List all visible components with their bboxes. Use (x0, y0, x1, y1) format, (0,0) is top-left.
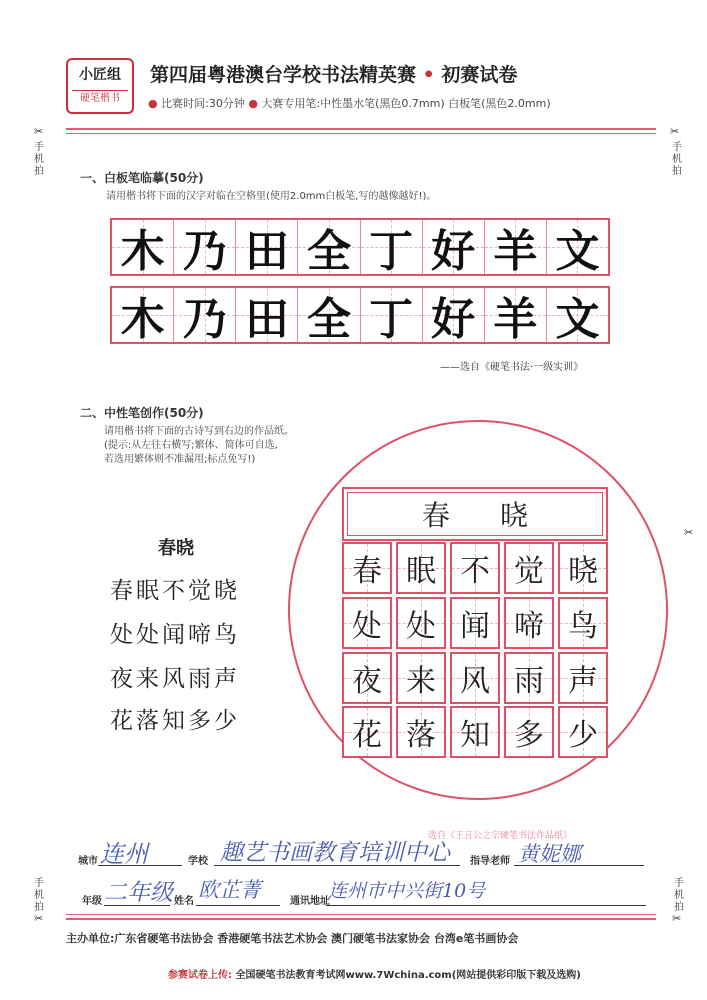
exam-info (148, 95, 551, 111)
upload-line (168, 966, 581, 981)
poem-line: 处处闻啼鸟 (110, 622, 240, 648)
grid-cell (174, 288, 236, 345)
work-grid-row (342, 597, 608, 649)
name-label: 姓名 (174, 896, 194, 907)
grid-cell (298, 220, 360, 277)
grid-cell (298, 288, 360, 345)
work-grid-row (342, 542, 608, 594)
school-value: 趣艺书画教育培训中心 (220, 840, 450, 866)
section2-heading: 二、中性笔创作(50分) (80, 406, 204, 420)
grid-cell (423, 220, 485, 277)
model-char: 文 (555, 226, 600, 277)
section2-instructions-2: (提示:从左往右横写;繁体、简体可自选, (104, 440, 278, 451)
bullet-icon: ● (148, 97, 158, 110)
work-cell (396, 597, 446, 649)
source-citation: ——选自《硬笔书法·一级实训》 (440, 362, 584, 373)
footer-rule (66, 918, 656, 920)
work-grid-row (342, 652, 608, 704)
work-title-box (342, 487, 608, 541)
work-char: 处 (406, 609, 436, 644)
grid-cell (547, 288, 608, 345)
grid-cell (236, 288, 298, 345)
badge-group-label: 小匠组 (79, 67, 121, 83)
grade-underline (104, 905, 170, 906)
work-char: 花 (352, 718, 382, 753)
work-cell (342, 706, 392, 758)
header-rule (66, 128, 656, 130)
address-label: 通讯地址 (290, 896, 330, 907)
work-char: 啼 (514, 609, 544, 644)
side-mark-right: 手机拍 (672, 142, 682, 177)
organizers: 主办单位:广东省硬笔书法协会 香港硬笔书法艺术协会 澳门硬笔书法家协会 台湾e笔书画协会 (66, 932, 519, 945)
grid-cell (361, 220, 423, 277)
work-cell (396, 542, 446, 594)
poem-line: 花落知多少 (110, 708, 240, 734)
model-char: 乃 (182, 226, 227, 277)
work-char: 眠 (406, 554, 436, 589)
work-char: 处 (352, 609, 382, 644)
city-underline (98, 865, 182, 866)
work-char: 夜 (352, 664, 382, 699)
city-label: 城市 (78, 856, 98, 867)
copy-grid-row-1 (110, 218, 610, 276)
work-char: 不 (460, 554, 490, 589)
model-char: 好 (431, 226, 476, 277)
bullet-icon: ● (248, 97, 258, 110)
poem-title: 春晓 (158, 538, 194, 559)
work-char: 闻 (460, 609, 490, 644)
section1-instructions: 请用楷书将下面的汉字对临在空格里(使用2.0mm白板笔,写的越像越好!)。 (106, 191, 437, 202)
scissor-icon: ✂ (34, 912, 44, 925)
section2-instructions-3: 若选用繁体则不准漏用;标点免写!) (104, 454, 256, 465)
exam-time: 比赛时间:30分钟 (161, 97, 245, 110)
school-underline (214, 865, 460, 866)
poem-line: 夜来风雨声 (110, 666, 240, 692)
teacher-underline (514, 865, 644, 866)
grid-cell (485, 288, 547, 345)
work-cell (558, 597, 608, 649)
teacher-label: 指导老师 (470, 856, 510, 867)
grid-cell (112, 288, 174, 345)
copy-grid-row-2 (110, 286, 610, 344)
exam-pen: 大赛专用笔:中性墨水笔(黑色0.7mm) 白板笔(黑色2.0mm) (261, 97, 551, 110)
written-char: 丁 (369, 294, 414, 345)
grade-label: 年级 (82, 896, 102, 907)
faint-note: 选自《王言公之宗硬笔书法作品纸》 (428, 831, 573, 841)
section1-heading: 一、白板笔临摹(50分) (80, 171, 204, 185)
model-char: 田 (244, 226, 289, 277)
work-char: 落 (406, 718, 436, 753)
scissor-icon: ✂ (670, 125, 680, 138)
grid-cell (361, 288, 423, 345)
work-char: 来 (406, 664, 436, 699)
written-char: 木 (120, 294, 165, 345)
written-char: 乃 (182, 294, 227, 345)
work-char: 知 (460, 718, 490, 753)
grid-cell (423, 288, 485, 345)
title-sub: 初赛试卷 (441, 64, 518, 86)
work-cell (396, 706, 446, 758)
written-char: 全 (306, 294, 351, 345)
work-char: 晓 (568, 554, 598, 589)
work-grid-row (342, 706, 608, 758)
scissor-icon: ✂ (672, 912, 682, 925)
work-cell (504, 652, 554, 704)
school-label: 学校 (188, 856, 208, 867)
upload-label: 参赛试卷上传: (168, 970, 232, 981)
work-char: 声 (568, 664, 598, 699)
grid-cell (547, 220, 608, 277)
work-cell (342, 597, 392, 649)
section2-instructions-1: 请用楷书将下面的古诗写到右边的作品纸。 (104, 426, 294, 437)
grade-value: 二年级 (104, 880, 173, 906)
work-cell (450, 542, 500, 594)
work-cell (342, 542, 392, 594)
poem-line: 春眠不觉晓 (110, 578, 240, 604)
work-char: 风 (460, 664, 490, 699)
written-char: 文 (555, 294, 600, 345)
name-value: 欧芷菁 (198, 878, 261, 902)
model-char: 丁 (369, 226, 414, 277)
work-cell (504, 542, 554, 594)
work-char: 雨 (514, 664, 544, 699)
written-char: 田 (244, 294, 289, 345)
written-char: 羊 (493, 294, 538, 345)
badge-style-label: 硬笔楷书 (72, 90, 128, 107)
written-char: 好 (431, 294, 476, 345)
grid-cell (485, 220, 547, 277)
scissor-icon: ✂ (34, 125, 44, 138)
work-char: 鸟 (568, 609, 598, 644)
name-underline (196, 905, 280, 906)
grid-cell (112, 220, 174, 277)
work-cell (342, 652, 392, 704)
side-mark-left: 手机拍 (34, 878, 44, 913)
work-char: 觉 (514, 554, 544, 589)
work-char: 多 (514, 718, 544, 753)
side-mark-left: 手机拍 (34, 142, 44, 177)
scissor-icon: ✂ (684, 526, 694, 539)
title-separator: • (422, 64, 435, 86)
work-cell (504, 706, 554, 758)
grid-cell (174, 220, 236, 277)
work-cell (450, 706, 500, 758)
grid-cell (236, 220, 298, 277)
footer-rule-thin (66, 914, 656, 915)
work-cell (558, 542, 608, 594)
work-cell (504, 597, 554, 649)
header-rule-thin (66, 133, 656, 134)
upload-text: 全国硬笔书法教育考试网www.7Wchina.com(网站提供彩印版下载及选购) (235, 970, 581, 981)
model-char: 全 (306, 226, 351, 277)
city-value: 连州 (100, 840, 148, 868)
work-title: 春晓 (347, 492, 603, 536)
side-mark-right: 手机拍 (674, 878, 684, 913)
address-value: 连州市中兴街10号 (328, 880, 486, 902)
work-cell (558, 652, 608, 704)
group-badge (66, 58, 134, 114)
work-cell (450, 597, 500, 649)
address-underline (326, 905, 646, 906)
work-cell (396, 652, 446, 704)
work-cell (558, 706, 608, 758)
work-char: 春 (352, 554, 382, 589)
teacher-value: 黄妮娜 (518, 842, 581, 866)
page-title (150, 60, 517, 87)
work-char: 少 (568, 718, 598, 753)
work-cell (450, 652, 500, 704)
model-char: 木 (120, 226, 165, 277)
model-char: 羊 (493, 226, 538, 277)
title-main: 第四届粤港澳台学校书法精英赛 (150, 64, 417, 86)
